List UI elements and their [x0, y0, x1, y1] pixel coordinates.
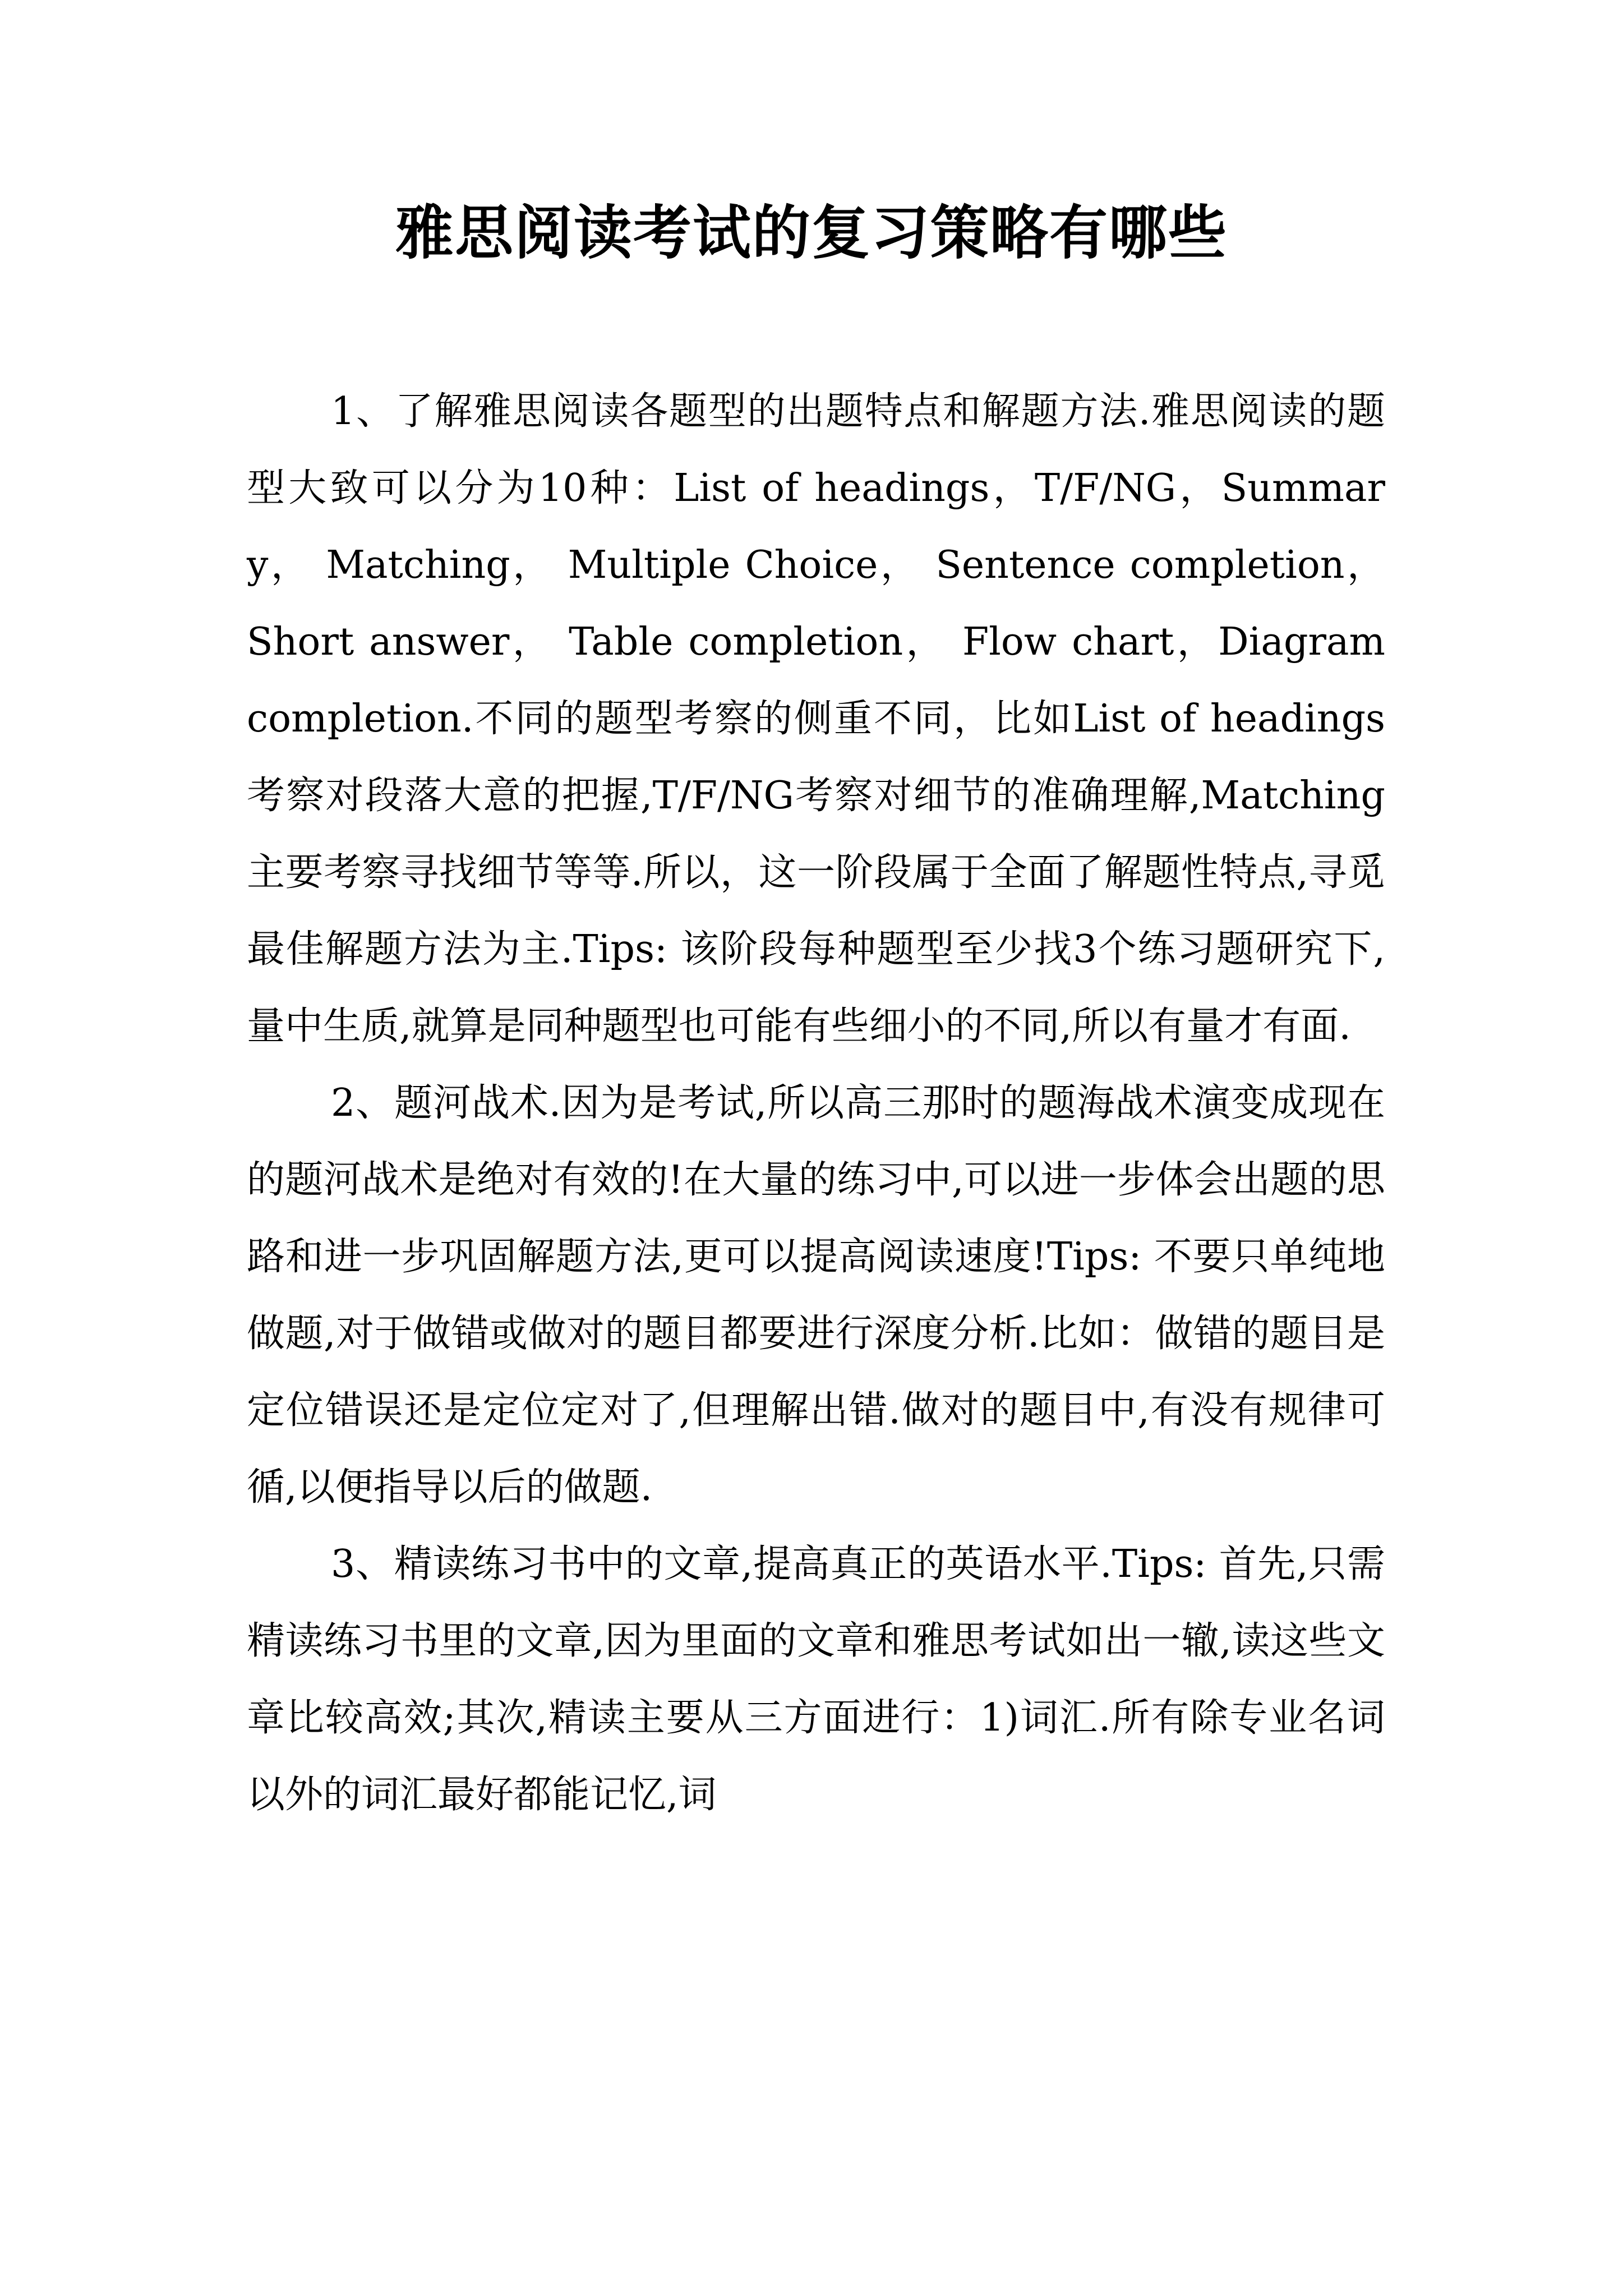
document-body — [247, 373, 1385, 1833]
document-title: 雅思阅读考试的复习策略有哪些 — [395, 198, 1228, 267]
paragraph-3: 3、精读练习书中的文章,提高真正的英语水平.Tips: 首先,只需精读练习书里的文章,因为里面的文章和雅思考试如出一辙,读这些文章比较高效;其次,精读主要从三方面进行：1)词汇.所有除专业名词以外的词汇最好都能记忆,词 — [247, 1542, 1385, 1817]
paragraph-1: 1、了解雅思阅读各题型的出题特点和解题方法.雅思阅读的题型大致可以分为10种：List of headings，T/F/NG，Summary， Matching， Multiple Choice， Sentence completion， Short answer， Table completion， Flow chart，Diagram completion.不同的题型考察的侧重不同，比如List of headings考察对段落大意的把握,T/F/NG考察对细节的准确理解,Matching主要考察寻找细节等等.所以，这一阶段属于全面了解题性特点,寻觅最佳解题方法为主.Tips: 该阶段每种题型至少找3个练习题研究下,量中生质,就算是同种题型也可能有些细小的不同,所以有量才有面. — [247, 389, 1385, 1048]
paragraph-2: 2、题河战术.因为是考试,所以高三那时的题海战术演变成现在的题河战术是绝对有效的!在大量的练习中,可以进一步体会出题的思路和进一步巩固解题方法,更可以提高阅读速度!Tips: 不要只单纯地做题,对于做错或做对的题目都要进行深度分析.比如：做错的题目是定位错误还是定位定对了,但理解出错.做对的题目中,有没有规律可循,以便指导以后的做题. — [247, 1081, 1385, 1510]
